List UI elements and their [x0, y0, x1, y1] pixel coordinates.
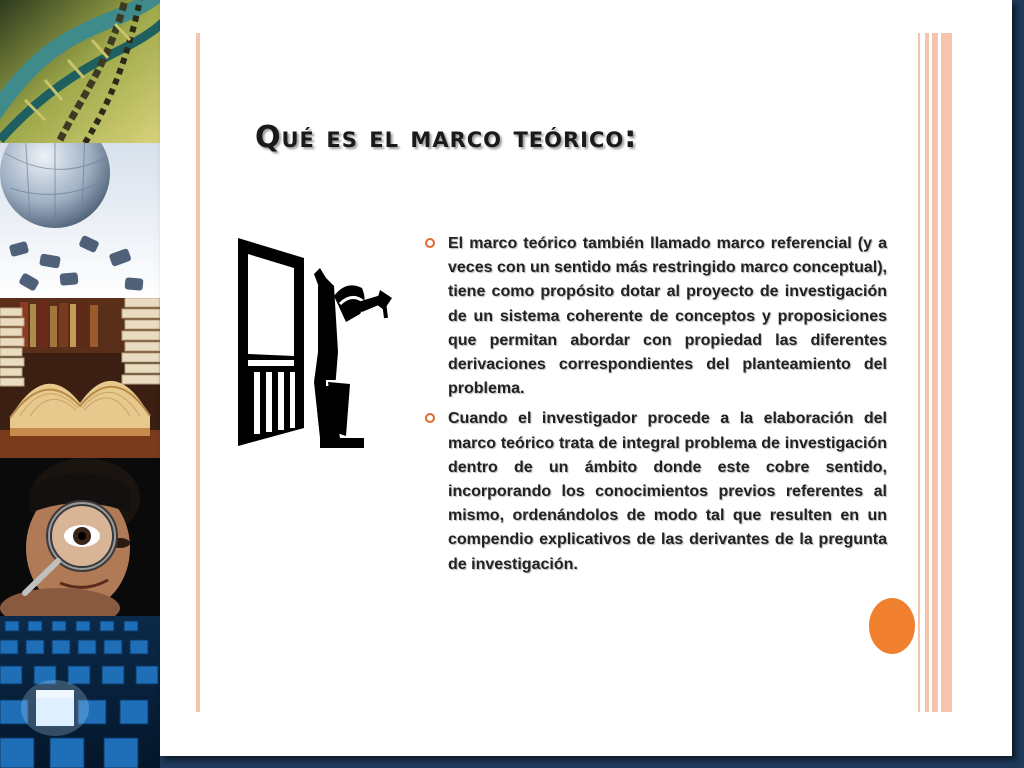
bullet-item [425, 232, 887, 401]
open-books-image [0, 298, 160, 458]
slide-title: Qué es el marco teórico: [255, 120, 638, 155]
bullet-text: El marco teórico también llamado marco referencial (y a veces con un sentido más restringido marco conceptual), tiene como propósito dotar al proyecto de investigación de un sistema coherente de conceptos y proposiciones que permitan abordar con propiedad las diferentes derivaciones correspondientes del planteamiento del problema. [448, 235, 887, 398]
right-stripe-3 [932, 33, 938, 712]
slide [160, 0, 1012, 756]
right-stripe-4 [941, 33, 952, 712]
dna-helix-image [0, 0, 160, 143]
bullet-list [425, 232, 887, 577]
bullet-item [425, 407, 887, 576]
globe-puzzle-image [0, 143, 160, 298]
orange-circle-decoration [869, 598, 915, 654]
worker-building-frame-icon [234, 232, 394, 448]
magnifying-glass-person-image [0, 458, 160, 616]
right-stripe-1 [918, 33, 920, 712]
bullet-marker-icon [425, 413, 435, 423]
left-stripe [196, 33, 200, 712]
bullet-marker-icon [425, 238, 435, 248]
bullet-text: Cuando el investigador procede a la elaboración del marco teórico trata de integral problema de investigación dentro de un ámbito donde este cobre sentido, incorporando los conocimientos previos referentes al mismo, ordenándolos de modo tal que resulten en un compendio explicativos de las derivantes de la pregunta de investigación. [448, 410, 887, 573]
blue-cubes-image [0, 616, 160, 768]
right-stripe-2 [925, 33, 929, 712]
photo-strip [0, 0, 160, 768]
